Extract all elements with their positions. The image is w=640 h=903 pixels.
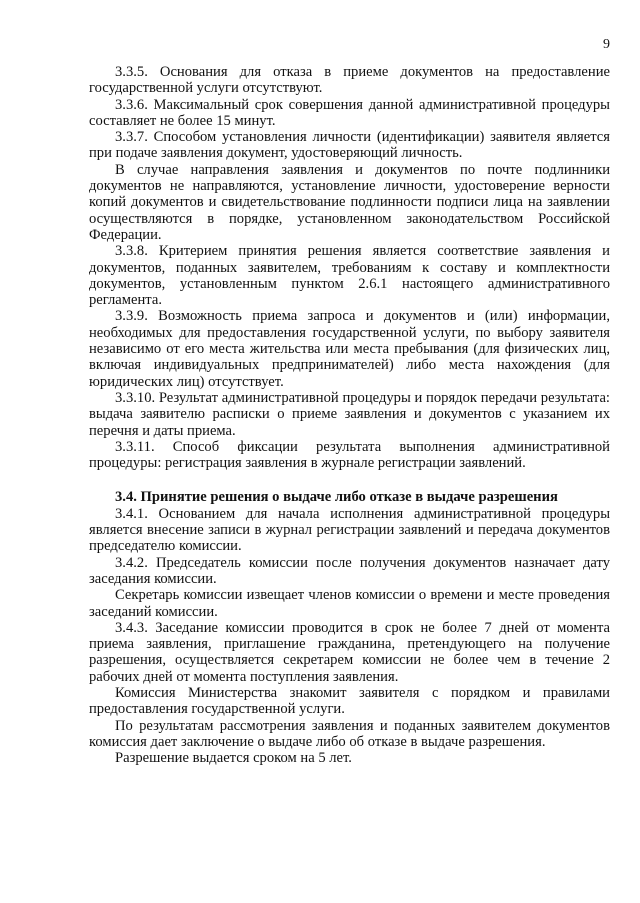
paragraph-3-4-2: 3.4.2. Председатель комиссии после получения документов назначает дату заседания комиссии.	[89, 554, 610, 587]
paragraph-commission-introduction: Комиссия Министерства знакомит заявителя с порядком и правилами предоставления государственной услуги.	[89, 684, 610, 718]
paragraph-3-3-11: 3.3.11. Способ фиксации результата выполнения административной процедуры: регистрация заявления в журнале регистрации заявлений.	[89, 438, 610, 472]
page-number: 9	[603, 37, 610, 52]
paragraph-secretary-notice: Секретарь комиссии извещает членов комиссии о времени и месте проведения заседаний комиссии.	[89, 587, 610, 620]
paragraph-3-4-3: 3.4.3. Заседание комиссии проводится в срок не более 7 дней от момента приема заявления, приглашение гражданина, претендующего на получение разрешения, осуществляется секретарем комиссии не более чем в течение 2 рабочих дней от момента поступления заявления.	[89, 619, 610, 685]
paragraph-3-3-9: 3.3.9. Возможность приема запроса и документов и (или) информации, необходимых для предоставления государственной услуги, по выбору заявителя независимо от его места жительства или места пребывания (для физических лиц, включая индивидуальных предпринимателей) либо места нахождения (для юридических лиц) отсутствует.	[89, 308, 610, 390]
section-heading-3-4: 3.4. Принятие решения о выдаче либо отказе в выдаче разрешения	[115, 489, 558, 506]
paragraph-3-4-1: 3.4.1. Основанием для начала исполнения административной процедуры является внесение записи в журнал регистрации заявлений и передача документов председателю комиссии.	[89, 505, 610, 555]
paragraph-3-3-7: 3.3.7. Способом установления личности (идентификации) заявителя является при подаче заявления документ, удостоверяющий личность.	[89, 129, 610, 162]
paragraph-permit-term: Разрешение выдается сроком на 5 лет.	[115, 750, 352, 767]
paragraph-3-3-10: 3.3.10. Результат административной процедуры и порядок передачи результата: выдача заявителю расписки о приеме заявления и документов с указанием их перечня и даты приема.	[89, 389, 610, 439]
paragraph-3-3-6: 3.3.6. Максимальный срок совершения данной административной процедуры составляет не более 15 минут.	[89, 96, 610, 129]
paragraph-3-3-5: 3.3.5. Основания для отказа в приеме документов на предоставление государственной услуги отсутствуют.	[89, 64, 610, 97]
paragraph-3-3-8: 3.3.8. Критерием принятия решения является соответствие заявления и документов, поданных заявителем, требованиям к составу и комплектности документов, установленным пунктом 2.6.1 настоящего административного регламента.	[89, 243, 610, 309]
paragraph-commission-conclusion: По результатам рассмотрения заявления и поданных заявителем документов комиссия дает заключение о выдаче либо об отказе в выдаче разрешения.	[89, 717, 610, 750]
paragraph-postal-submission: В случае направления заявления и документов по почте подлинники документов не направляются, установление личности, удостоверение верности копий документов и свидетельствование подлинности подписи лица на заявлении осуществляются в порядке, установленном законодательством Российской Федерации.	[89, 161, 610, 243]
